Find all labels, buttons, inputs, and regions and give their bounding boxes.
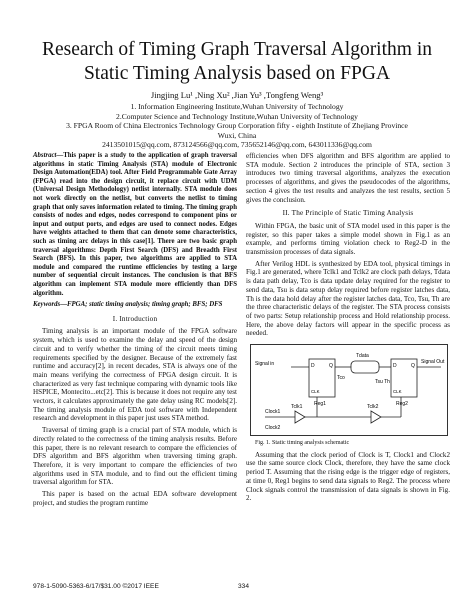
copyright-footer: 978-1-5090-5363-6/17/$31.00 ©2017 IEEE xyxy=(33,583,159,590)
tco-label: Tco xyxy=(337,375,345,382)
affiliation-2: 2.Computer Science and Technology Institute,Wuhan University of Technology xyxy=(116,111,358,121)
keywords-text: —FPGA; static timing analysis; timing graph; BFS; DFS xyxy=(60,301,223,309)
intro-paragraph-3: This paper is based on the actual EDA software development project, and studies the program runtime xyxy=(33,490,237,507)
tclk1-buffer-icon xyxy=(295,411,305,423)
affiliation-1: 1. Information Engineering Institute,Wuhan University of Technology xyxy=(130,102,344,111)
affiliation-3: 3. FPGA Room of China Electronics Technology Group Corporation fifty - eighth Institute of Zhejiang Province xyxy=(66,121,408,131)
section-heading-sta-principle: II. The Principle of Static Timing Analysis xyxy=(282,209,414,218)
keywords xyxy=(33,301,237,310)
author-list: Jingjing Lu¹ ,Ning Xu² ,Jian Yu³ ,Tongfeng Weng³ xyxy=(150,90,324,100)
author-emails: 2413501015@qq.com, 873124566@qq.com, 735652146@qq.com, 643011336@qq.com xyxy=(102,140,372,150)
section-heading-introduction: I. Introduction xyxy=(112,314,158,323)
reg2-d-pin-label: D xyxy=(393,363,397,370)
right-paragraph-3: After Verilog HDL is synthesized by EDA tool, physical timings in Fig.1 are generated, where Tclk1 and Tclk2 are clock path delays, Tdata is data path delay, Tco is data update delay required for the register to send data, Tsu is data setup delay required before register latches data, Th is the data hold delay after the register latches data, Tco, Tsu, Th are the three characteristic delays of the register. The STA process consists of two parts: Setup relationship process and Hold relationship process. Here, the above delay factors will appear in the specific process as needed. xyxy=(246,259,450,338)
reg1-d-pin-label: D xyxy=(311,363,315,370)
left-column xyxy=(33,152,237,510)
tdata-block xyxy=(351,361,379,373)
tdata-label: Tdata xyxy=(356,353,369,360)
intro-paragraph-2: Traversal of timing graph is a crucial part of STA module, which is directly related to the correctness of the timing analysis results. Before this paper, there is no relevant research to compare the efficiencies of DFS algorithm and BFS algorithm when traversing timing graph. Therefore, it is very important to compare the efficiencies of two algorithms used in STA module, and to find out the efficient timing traversal algorithm for STA. xyxy=(33,426,237,487)
reg1-clk-pin-label: CLK xyxy=(311,389,320,395)
affiliations xyxy=(30,102,444,150)
right-paragraph-2: Within FPGA, the basic unit of STA model used in this paper is the register, so this paper takes a simple model shown in Fig.1 as an example, and performs timing violation check to Reg2-D in the transmission processes of data signals. xyxy=(246,221,450,257)
abstract-label: Abstract xyxy=(33,152,57,159)
title-line-1: Research of Timing Graph Traversal Algorithm in xyxy=(42,39,432,60)
reg2-label: Reg2 xyxy=(396,401,408,408)
figure-1-schematic xyxy=(250,344,448,436)
abstract xyxy=(33,152,237,298)
tclk1-label: Tclk1 xyxy=(291,404,303,411)
abstract-text: —This paper is a study to the application of graph traversal algorithms in static Timing Analysis (STA) module of Electronic Design Automation(EDA) tool. After Field Programmable Gate Array (FPGA) read into the design circuit, it replace circuit with UDM (Universal Design Methodology) netlist internally. STA module does not work directly on the netlist, but converts the netlist to timing graph that only saves information related to timing. The timing graph consists of nodes and edges, nodes correspond to component pins or input and output ports, and edges are used to connect nodes. Edges have weights attached to them that can denote some characteristics, such as timing arc delays in this case[1]. There are two basic graph traversal algorithms: Depth First Search (DFS) and Breadth First Search (BFS). In this paper, two algorithms are applied to STA module and compared the runtime efficiencies by testing a large number of sequential circuit instances. The conclusion is that BFS algorithm can implement STA module more efficiently than DFS algorithm. xyxy=(33,152,237,297)
right-paragraph-4: Assuming that the clock period of Clock is T, Clock1 and Clock2 use the same source clock Clock, therefore, they have the same clock period T. Assuming that the rising edge is the trigger edge of registers, at time 0, Reg1 begins to send data signals to Reg2. The process where Clock signals control the transmission of data signals is shown in Fig. 2. xyxy=(246,450,450,503)
reg2-q-pin-label: Q xyxy=(411,363,415,370)
right-paragraph-1: efficiencies when DFS algorithm and BFS algorithm are applied to STA module. Section 2 introduces the principle of STA, section 3 introduces two timing traversal algorithms, analyzes the execution processes of algorithms, and gives the pseudocodes of the algorithms, section 4 gives the test results and analyzes the test results, section 5 gives the conclusion. xyxy=(246,152,450,204)
paper-title xyxy=(30,38,444,86)
right-column xyxy=(246,152,450,506)
tclk2-label: Tclk2 xyxy=(367,404,379,411)
clock1-label: Clock1 xyxy=(265,409,281,416)
intro-paragraph-1: Timing analysis is an important module of the FPGA software system, which is used to examine the delay and speed of the design circuit and to verify whether the timing of the circuit meets timing requirements specified by the designer. Because of the extremely fast runtime and accuracy[2], in recent decades, STA is always one of the main means verifying the correctness of FPGA design circuit. It is characterized as very fast technique comparing with dynamic tools like HSPICE, Montecito...etc[2]. This is because it does not require any test vectors, it calculates approximately the gate delay using RC models[2]. The timing analysis module of EDA tool software with Independent research and development in this paper just uses STA method. xyxy=(33,327,237,423)
tsu-th-label: Tsu Th xyxy=(375,379,390,386)
signal-out-label: Signal Out xyxy=(421,359,445,366)
figure-1-caption: Fig. 1. Static timing analysis schematic xyxy=(255,440,350,447)
reg1-label: Reg1 xyxy=(314,401,326,408)
affiliation-city: Wuxi, China xyxy=(217,130,257,140)
keywords-label: Keywords xyxy=(33,301,61,309)
reg1-q-pin-label: Q xyxy=(329,363,333,370)
title-line-2: Static Timing Analysis based on FPGA xyxy=(83,63,391,84)
signal-in-label: Signal in xyxy=(255,361,275,368)
reg2-clk-pin-label: CLK xyxy=(393,389,402,395)
schematic-diagram xyxy=(251,345,447,435)
tclk2-buffer-icon xyxy=(371,411,381,423)
clock2-label: Clock2 xyxy=(265,425,281,432)
page-number: 334 xyxy=(238,583,250,590)
